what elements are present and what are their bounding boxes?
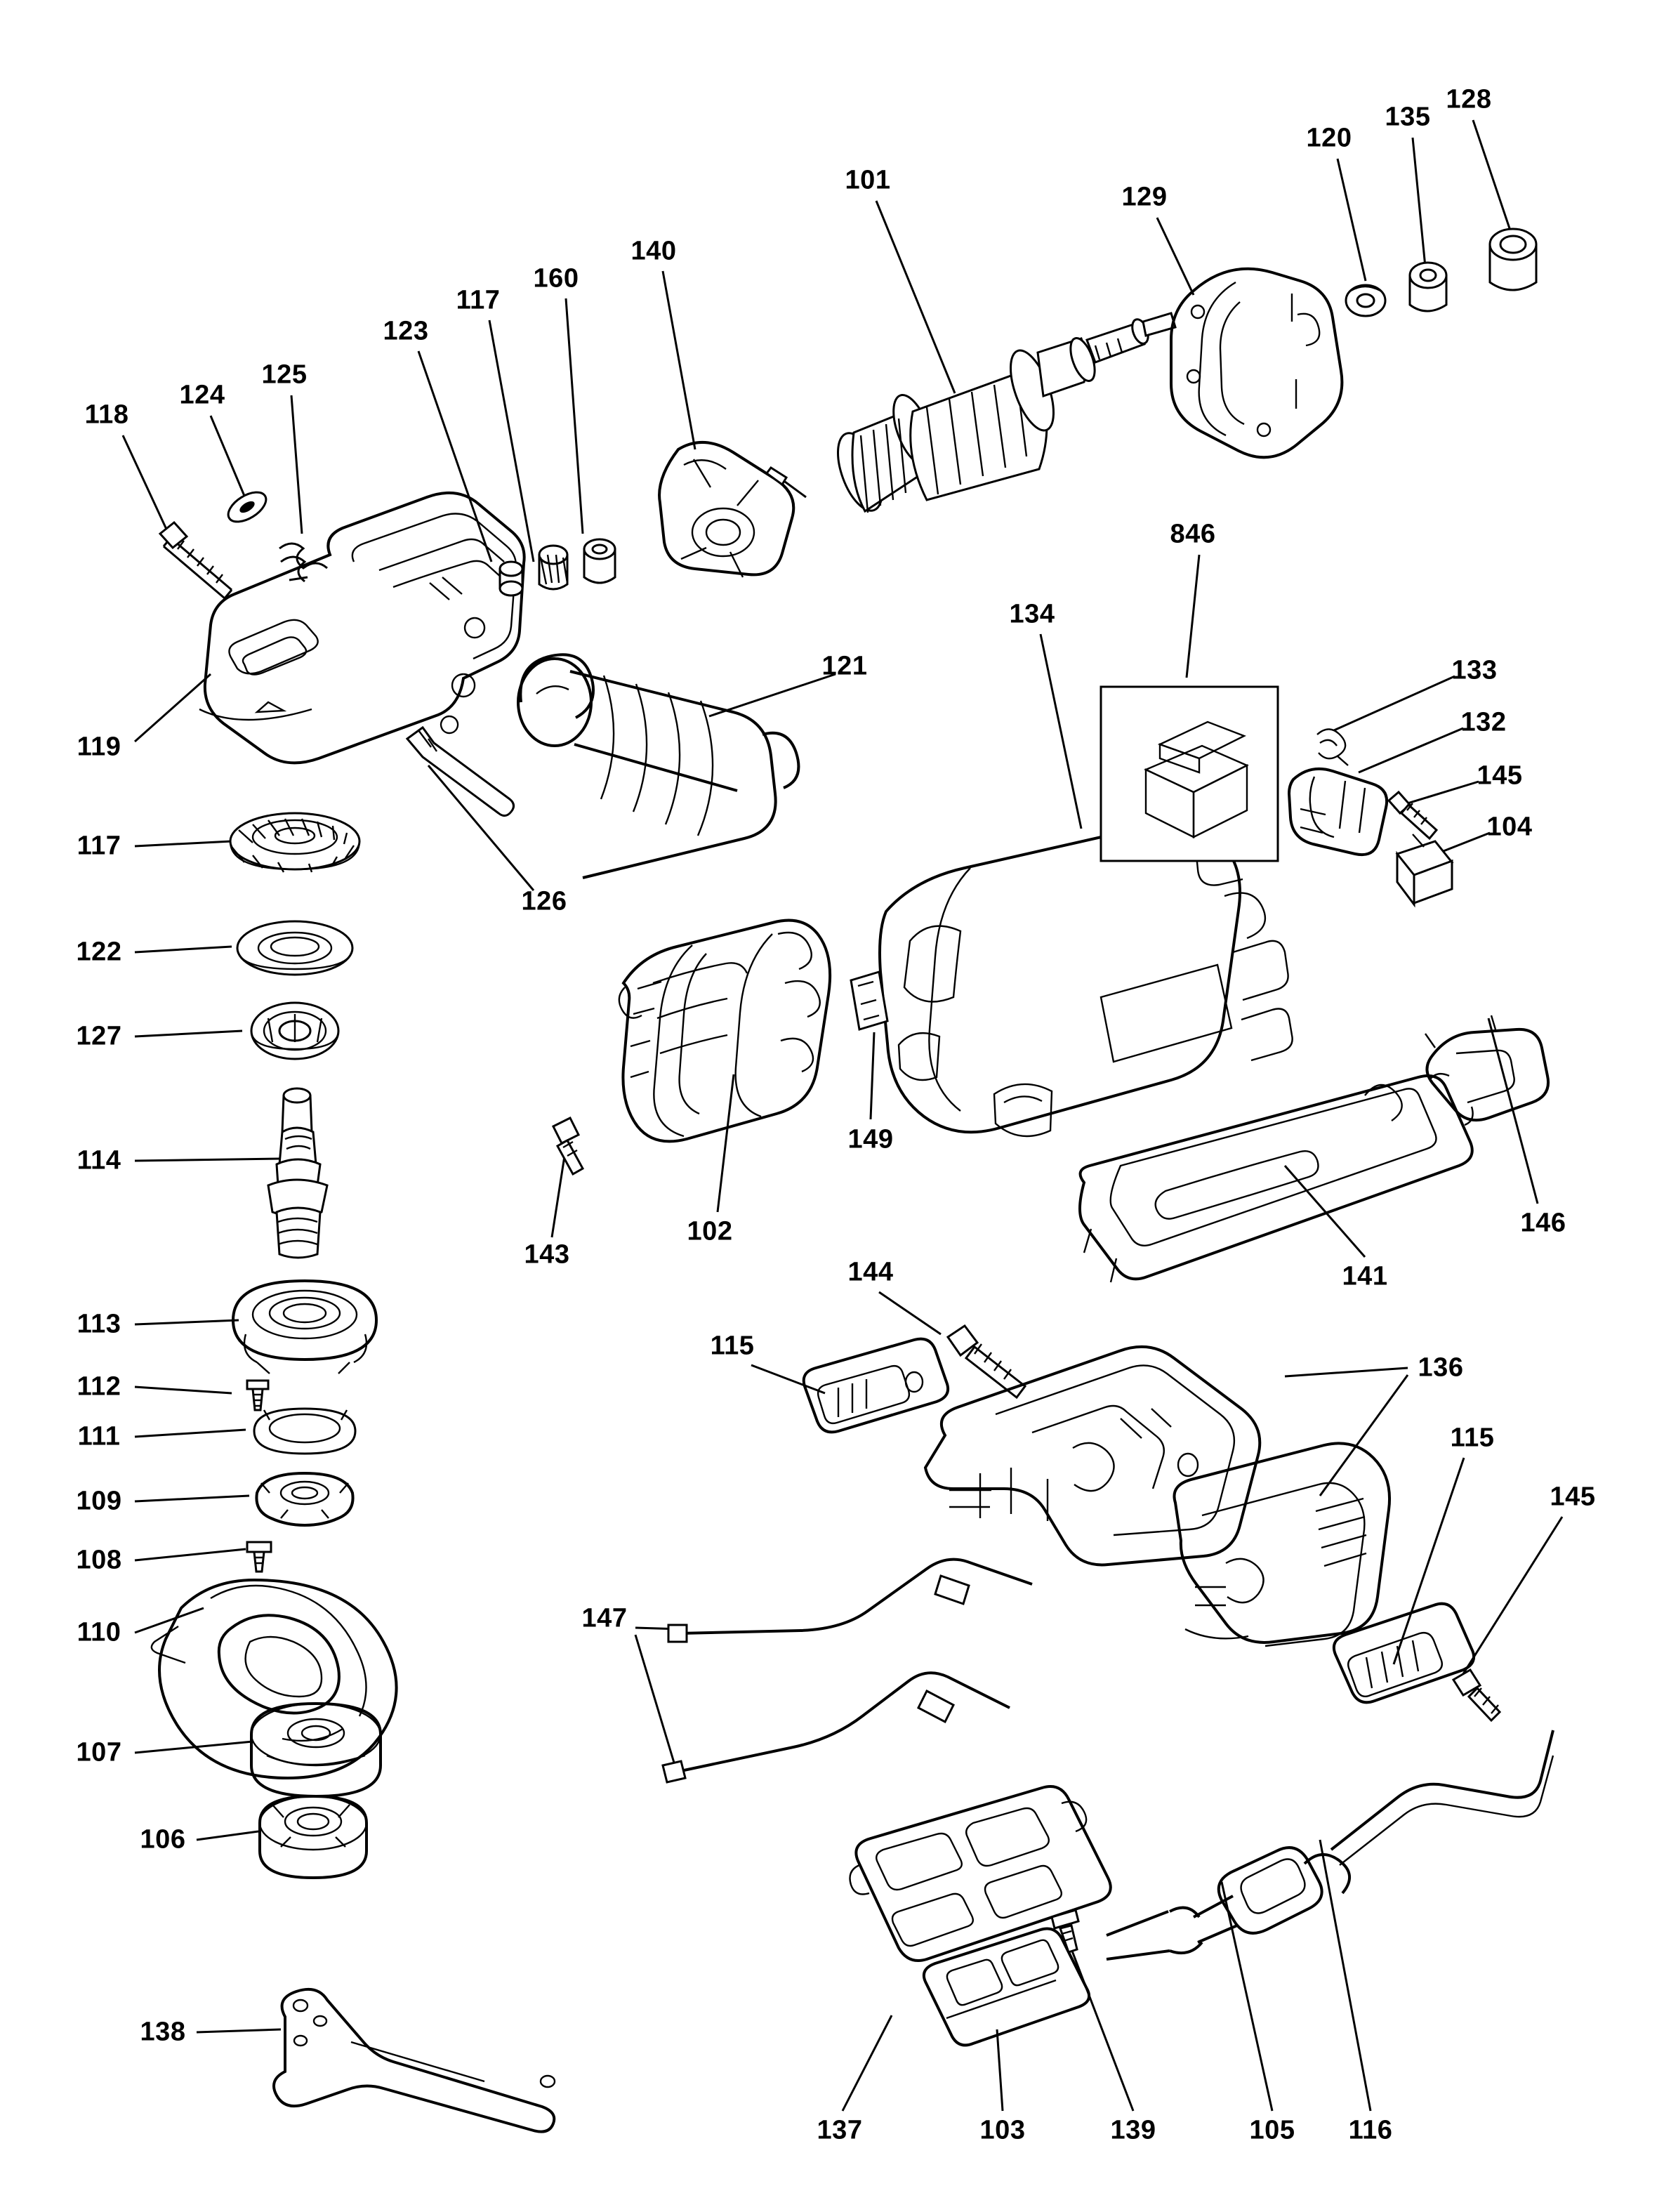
part-111-retaining-ring bbox=[254, 1409, 355, 1454]
part-108-screw bbox=[247, 1542, 271, 1572]
callout-115-right: 115 bbox=[1450, 1423, 1495, 1453]
callout-136: 136 bbox=[1418, 1352, 1464, 1383]
callout-118: 118 bbox=[84, 400, 129, 430]
callout-137: 137 bbox=[817, 2115, 863, 2145]
part-114-spindle bbox=[268, 1088, 327, 1258]
callout-145-right: 145 bbox=[1550, 1482, 1596, 1512]
callout-115-left: 115 bbox=[710, 1331, 755, 1361]
part-123-bearing-retainer bbox=[500, 562, 522, 595]
callout-127: 127 bbox=[76, 1021, 122, 1051]
callout-120: 120 bbox=[1306, 123, 1352, 153]
callout-102: 102 bbox=[687, 1216, 733, 1246]
part-104-carbon-brush bbox=[1397, 834, 1452, 904]
part-132-brush-holder bbox=[1289, 769, 1387, 855]
part-117-pinion-gear bbox=[539, 546, 567, 589]
callout-119: 119 bbox=[77, 732, 121, 762]
part-103-switch-block bbox=[924, 1929, 1089, 2046]
callout-138: 138 bbox=[140, 2017, 186, 2047]
callout-134: 134 bbox=[1009, 599, 1055, 629]
callout-117-upper: 117 bbox=[456, 285, 501, 315]
part-122-seal-ring bbox=[237, 921, 352, 975]
callout-129: 129 bbox=[1121, 182, 1168, 212]
part-134-motor-housing bbox=[880, 824, 1293, 1136]
part-136-handle-half-upper bbox=[925, 1347, 1260, 1565]
part-121-side-handle bbox=[518, 654, 798, 878]
part-145-screw-brush bbox=[1389, 792, 1437, 838]
callout-104: 104 bbox=[1486, 812, 1533, 842]
part-124-washer bbox=[223, 487, 271, 528]
callout-125: 125 bbox=[261, 360, 308, 390]
part-107-backing-flange bbox=[251, 1704, 381, 1796]
callout-141: 141 bbox=[1342, 1261, 1388, 1291]
callout-122: 122 bbox=[76, 937, 122, 967]
callout-128: 128 bbox=[1446, 84, 1492, 114]
part-102-field-coil bbox=[619, 921, 830, 1142]
callout-109: 109 bbox=[76, 1486, 122, 1516]
part-160-washer bbox=[584, 539, 615, 583]
callout-149: 149 bbox=[847, 1124, 894, 1154]
callout-108: 108 bbox=[76, 1545, 122, 1575]
part-141-switch-slider bbox=[1080, 1076, 1472, 1282]
part-138-spanner-wrench bbox=[274, 1989, 555, 2132]
part-113-gear-case-cover bbox=[233, 1281, 376, 1374]
part-140-baffle-plate bbox=[659, 442, 793, 577]
callout-116: 116 bbox=[1348, 2115, 1393, 2145]
part-115-brush-cover-left bbox=[804, 1339, 948, 1433]
part-143-screw bbox=[553, 1118, 583, 1174]
callout-113: 113 bbox=[77, 1309, 121, 1339]
callout-145-upper: 145 bbox=[1477, 761, 1523, 791]
callout-105: 105 bbox=[1249, 2115, 1295, 2145]
callout-139: 139 bbox=[1110, 2115, 1156, 2145]
part-101-armature bbox=[767, 313, 1175, 516]
callout-103: 103 bbox=[979, 2115, 1026, 2145]
part-136-handle-half-lower bbox=[1174, 1443, 1389, 1646]
callout-146: 146 bbox=[1520, 1208, 1566, 1238]
callout-135: 135 bbox=[1385, 102, 1431, 132]
leader-lines bbox=[123, 120, 1562, 2111]
part-112-screw bbox=[247, 1381, 268, 1410]
callout-111: 111 bbox=[77, 1421, 121, 1451]
part-128-bearing-cap bbox=[1490, 229, 1536, 290]
callout-126: 126 bbox=[521, 886, 567, 916]
part-106-flange-nut bbox=[260, 1796, 367, 1878]
callout-143: 143 bbox=[524, 1239, 570, 1270]
callout-124: 124 bbox=[179, 380, 225, 410]
part-119-gear-housing bbox=[199, 493, 524, 763]
part-116-power-cord bbox=[1219, 1730, 1553, 1933]
callout-133: 133 bbox=[1451, 655, 1498, 685]
callout-160: 160 bbox=[533, 263, 579, 294]
part-109-gear-case-plate bbox=[256, 1473, 352, 1525]
part-125-spring bbox=[279, 544, 327, 581]
callout-110: 110 bbox=[77, 1617, 121, 1647]
part-117-bevel-gear bbox=[230, 813, 359, 872]
part-118-screw bbox=[160, 522, 232, 598]
callout-132: 132 bbox=[1460, 707, 1507, 737]
callout-846: 846 bbox=[1170, 519, 1216, 549]
callout-117-lower: 117 bbox=[77, 831, 121, 861]
part-129-baffle bbox=[1171, 269, 1342, 458]
callout-121: 121 bbox=[821, 651, 868, 681]
callout-107: 107 bbox=[76, 1737, 122, 1767]
callout-114: 114 bbox=[77, 1145, 121, 1176]
callout-147: 147 bbox=[581, 1603, 628, 1633]
callout-106: 106 bbox=[140, 1824, 186, 1855]
callout-123: 123 bbox=[383, 316, 429, 346]
part-115-brush-cover-right bbox=[1334, 1604, 1474, 1703]
callout-144: 144 bbox=[847, 1257, 894, 1287]
part-145-screw-right bbox=[1453, 1670, 1500, 1720]
part-135-spacer bbox=[1410, 263, 1446, 311]
part-133-spring-clip bbox=[1317, 729, 1348, 765]
part-105-cord-wires bbox=[1107, 1896, 1237, 1959]
part-147-lead-wire-upper bbox=[668, 1560, 1032, 1642]
part-120-washer bbox=[1346, 285, 1385, 316]
part-127-ball-bearing bbox=[251, 1003, 338, 1059]
callout-140: 140 bbox=[630, 236, 677, 266]
part-146-slider-button bbox=[1425, 1015, 1548, 1125]
part-846-kit-box bbox=[1101, 687, 1278, 861]
part-147-lead-wire-lower bbox=[663, 1673, 1010, 1782]
callout-101: 101 bbox=[845, 165, 891, 195]
callout-112: 112 bbox=[77, 1371, 121, 1402]
